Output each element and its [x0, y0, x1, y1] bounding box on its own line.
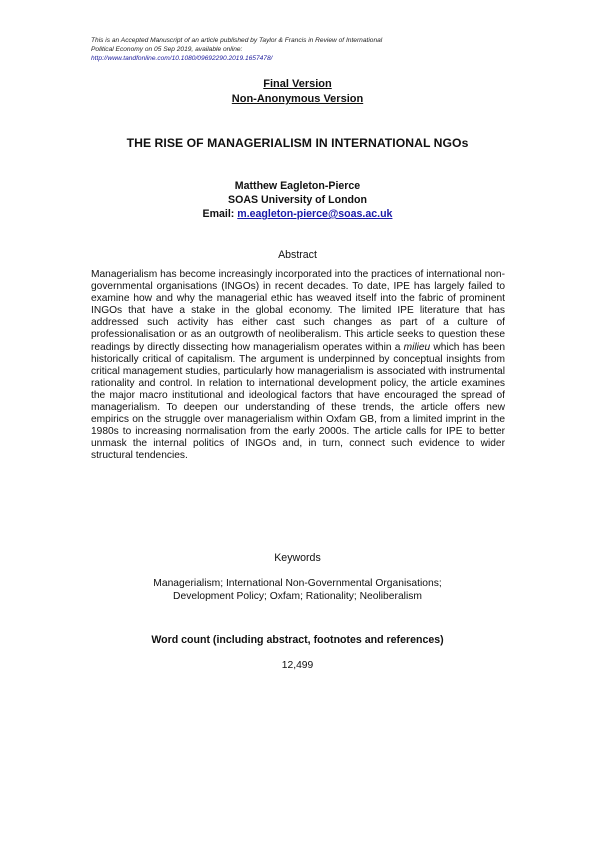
- abstract-text: [91, 269, 505, 463]
- word-count-heading: Word count (including abstract, footnotes and references): [151, 634, 444, 646]
- preprint-notice-line-2: Political Economy on 05 Sep 2019, available online:: [91, 46, 243, 53]
- abstract-text-part-2: which has been historically critical of capitalism. The argument is underpinned by conceptual insights from critical management studies, particularly how managerialism is associated with instrumental rationality and control. In relation to international development policy, the article examines the major macro institutional and ideological factors that have encouraged the spread of managerialism. To deepen our understanding of these trends, the article offers new empirics on the struggle over managerialism within Oxfam GB, from a limited imprint in the 1980s to increasing normalisation from the early 2000s. The article calls for IPE to better unmask the internal politics of INGOs and, in turn, connect such evidence to wider structural tendencies.: [91, 341, 505, 462]
- abstract-text-italic: milieu: [403, 341, 431, 353]
- abstract-text-part-1: Managerialism has become increasingly incorporated into the practices of international non-governmental organisations (INGOs) in recent decades. To date, IPE has largely failed to examine how and why the managerial ethic has weaved itself into the fabric of prominent INGOs that have a stake in the global economy. The limited IPE literature that has addressed such activity has either cast such changes as part of a culture of professionalisation or as an outgrowth of neoliberalism. This article seeks to question these readings by directly dissecting how managerialism operates within a: [91, 269, 505, 353]
- author-email-link[interactable]: m.eagleton-pierce@soas.ac.uk: [237, 208, 393, 220]
- author-email-line: [0, 208, 595, 220]
- keywords-line-2: Development Policy; Oxfam; Rationality; Neoliberalism: [173, 590, 422, 602]
- keywords-line-1: Managerialism; International Non-Governmental Organisations;: [153, 578, 442, 589]
- keywords-list: [0, 578, 595, 603]
- non-anonymous-version-label: Non-Anonymous Version: [231, 93, 364, 105]
- email-label: Email:: [202, 208, 235, 220]
- abstract-heading: Abstract: [278, 249, 317, 261]
- author-affiliation: SOAS University of London: [228, 194, 367, 206]
- final-version-label: Final Version: [263, 78, 332, 90]
- word-count-value: 12,499: [281, 660, 314, 671]
- preprint-doi-link[interactable]: http://www.tandfonline.com/10.1080/09692290.2019.1657478/: [91, 55, 273, 62]
- author-name: Matthew Eagleton-Pierce: [234, 180, 361, 192]
- preprint-notice-line-1: This is an Accepted Manuscript of an article published by Taylor & Francis in Review of International: [91, 37, 383, 44]
- keywords-heading: Keywords: [274, 552, 321, 564]
- paper-title: THE RISE OF MANAGERIALISM IN INTERNATIONAL NGOs: [126, 136, 469, 150]
- preprint-notice: [91, 36, 511, 63]
